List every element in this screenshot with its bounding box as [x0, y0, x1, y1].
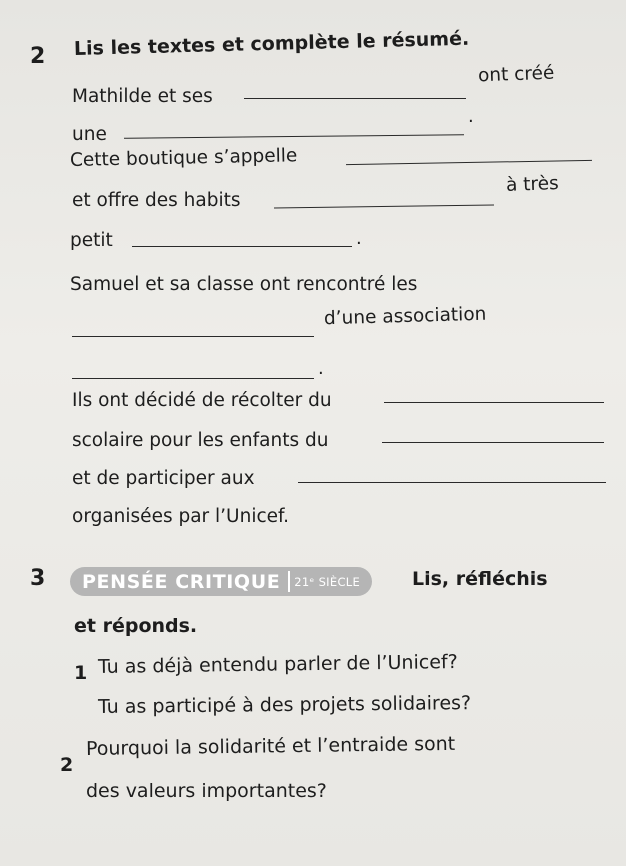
blank-7[interactable]: [72, 378, 314, 379]
badge-divider: [288, 571, 290, 592]
summary-line-6: Samuel et sa classe ont rencontré les: [70, 274, 418, 295]
blank-8[interactable]: [384, 402, 604, 403]
summary-line-2: une: [72, 124, 107, 145]
blank-3[interactable]: [346, 160, 592, 165]
blank-1[interactable]: [244, 98, 466, 99]
summary-line-11: et de participer aux: [72, 468, 255, 489]
blank-2[interactable]: [124, 134, 464, 139]
blank-4[interactable]: [274, 204, 494, 208]
summary-line-3: Cette boutique s’appelle: [69, 145, 298, 171]
critical-thinking-badge: [70, 567, 372, 596]
summary-line-10: scolaire pour les enfants du: [72, 430, 329, 451]
question-2-number: 2: [60, 754, 74, 776]
question-1-number: 1: [74, 662, 88, 684]
question-1-line-1: Tu as déjà entendu parler de l’Unicef?: [97, 650, 458, 678]
period: .: [468, 106, 474, 127]
exercise-3-instruction-line-1: Lis, réfléchis: [412, 568, 548, 590]
summary-line-7: d’une association: [323, 303, 487, 330]
exercise-3-number: 3: [30, 566, 46, 591]
question-2-line-2: des valeurs importantes?: [86, 780, 327, 802]
summary-line-5: petit: [70, 230, 113, 251]
blank-6[interactable]: [72, 336, 314, 337]
summary-line-1b: ont créé: [477, 62, 555, 87]
exercise-3-instruction-line-2: et réponds.: [74, 615, 198, 637]
blank-9[interactable]: [382, 442, 604, 443]
badge-title: PENSÉE CRITIQUE: [82, 570, 281, 593]
blank-10[interactable]: [298, 482, 606, 483]
summary-line-1a: Mathilde et ses: [72, 86, 213, 107]
period: .: [318, 358, 324, 379]
summary-line-4b: à très: [505, 173, 560, 196]
summary-line-9: Ils ont décidé de récolter du: [72, 390, 332, 411]
blank-5[interactable]: [132, 246, 352, 247]
question-1-line-2: Tu as participé à des projets solidaires?: [97, 692, 472, 718]
exercise-2-number: 2: [30, 44, 46, 69]
summary-line-4a: et offre des habits: [72, 190, 241, 211]
question-2-line-1: Pourquoi la solidarité et l’entraide sont: [85, 732, 456, 760]
badge-subtitle: 21ᵉ SIÈCLE: [294, 574, 361, 589]
period: .: [356, 228, 362, 249]
summary-line-12: organisées par l’Unicef.: [72, 506, 290, 527]
exercise-2-instruction: Lis les textes et complète le résumé.: [73, 27, 470, 60]
